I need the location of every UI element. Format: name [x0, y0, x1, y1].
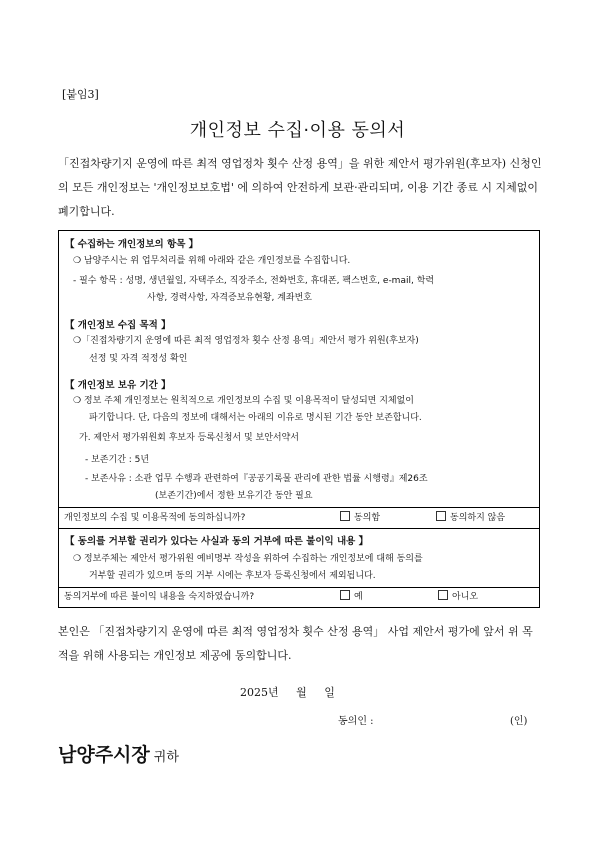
section-text: ❍ 정보 주체 개인정보는 원칙적으로 개인정보의 수집 및 이용목적이 달성되면 지체없이: [73, 396, 414, 406]
intro-paragraph: 「진접차량기지 운영에 따른 최적 영업정차 횟수 산정 용역」을 위한 제안서 평가위원(후보자) 신청인의 모든 개인정보는 '개인정보보호법' 에 의하여 안전하게 보관·관리되며, 이용 기간 종료 시 지체없이 폐기합니다.: [58, 157, 542, 218]
consent-question: 개인정보의 수집 및 이용목적에 동의하십니까?: [64, 513, 246, 523]
section-text: ❍「진접차량기지 운영에 따른 최적 영업정차 횟수 산정 용역」제안서 평가 위원(후보자): [73, 336, 419, 346]
agreement-paragraph: 본인은 「진접차량기지 운영에 따른 최적 영업정차 횟수 산정 용역」 사업 제안서 평가에 앞서 위 목적을 위해 사용되는 개인정보 제공에 동의합니다.: [58, 625, 533, 662]
divider: [59, 528, 539, 529]
section-text: (보존기간)에서 정한 보유기간 동안 필요: [155, 491, 313, 501]
recipient: [58, 740, 179, 767]
page-title: 개인정보 수집·이용 동의서: [189, 120, 406, 141]
attachment-label: [붙임3]: [62, 88, 99, 101]
section-title-retention: 【 개인정보 보유 기간 】: [65, 380, 171, 391]
section-title-refusal: 【 동의를 거부할 권리가 있다는 사실과 동의 거부에 따른 불이익 내용 】: [65, 536, 369, 547]
acknowledge-question-row: [64, 587, 534, 607]
signer-label: 동의인 :: [338, 716, 374, 727]
consent-box: [58, 230, 540, 608]
date-line: 2025년 월 일: [240, 686, 335, 699]
no-option[interactable]: 아니오: [438, 587, 478, 607]
yes-option[interactable]: 예: [340, 587, 363, 607]
seal-label: (인): [510, 716, 528, 727]
section-text: ❍ 남양주시는 위 업무처리를 위해 아래와 같은 개인정보를 수집합니다.: [73, 256, 351, 266]
section-text: - 보존기간 : 5년: [85, 455, 150, 465]
recipient-name: 남양주시장: [58, 744, 150, 766]
recipient-suffix: 귀하: [153, 750, 179, 765]
section-text: ❍ 정보주체는 제안서 평가위원 예비명부 작성을 위하여 수집하는 개인정보에 대해 동의를: [73, 554, 423, 564]
section-text: - 필수 항목 : 성명, 생년월일, 자택주소, 직장주소, 전화번호, 휴대폰, 팩스번호, e-mail, 학력: [73, 276, 435, 286]
acknowledge-question: 동의거부에 따른 불이익 내용을 숙지하였습니까?: [64, 592, 255, 602]
checkbox-icon[interactable]: [438, 590, 448, 600]
section-title-purpose: 【 개인정보 수집 목적 】: [65, 320, 171, 331]
section-text: 사항, 경력사항, 자격증보유현황, 계좌번호: [147, 293, 312, 303]
consent-question-row: [64, 508, 534, 528]
section-text: 거부할 권리가 있으며 동의 거부 시에는 후보자 등록신청에서 제외됩니다.: [89, 571, 376, 581]
section-text: - 보존사유 : 소관 업무 수행과 관련하여『공공기록물 관리에 관한 법률 시행령』제26조: [85, 474, 428, 484]
checkbox-icon[interactable]: [340, 511, 350, 521]
section-text: 선정 및 자격 적정성 확인: [89, 354, 188, 364]
section-text: 파기합니다. 단, 다음의 정보에 대해서는 아래의 이유로 명시된 기간 동안 보존합니다.: [89, 413, 422, 423]
disagree-option[interactable]: 동의하지 않음: [436, 508, 505, 528]
section-text: 가. 제안서 평가위원회 후보자 등록신청서 및 보안서약서: [79, 433, 299, 443]
checkbox-icon[interactable]: [340, 590, 350, 600]
section-title-items: 【 수집하는 개인정보의 항목 】: [65, 239, 199, 250]
checkbox-icon[interactable]: [436, 511, 446, 521]
agree-option[interactable]: 동의함: [340, 508, 380, 528]
